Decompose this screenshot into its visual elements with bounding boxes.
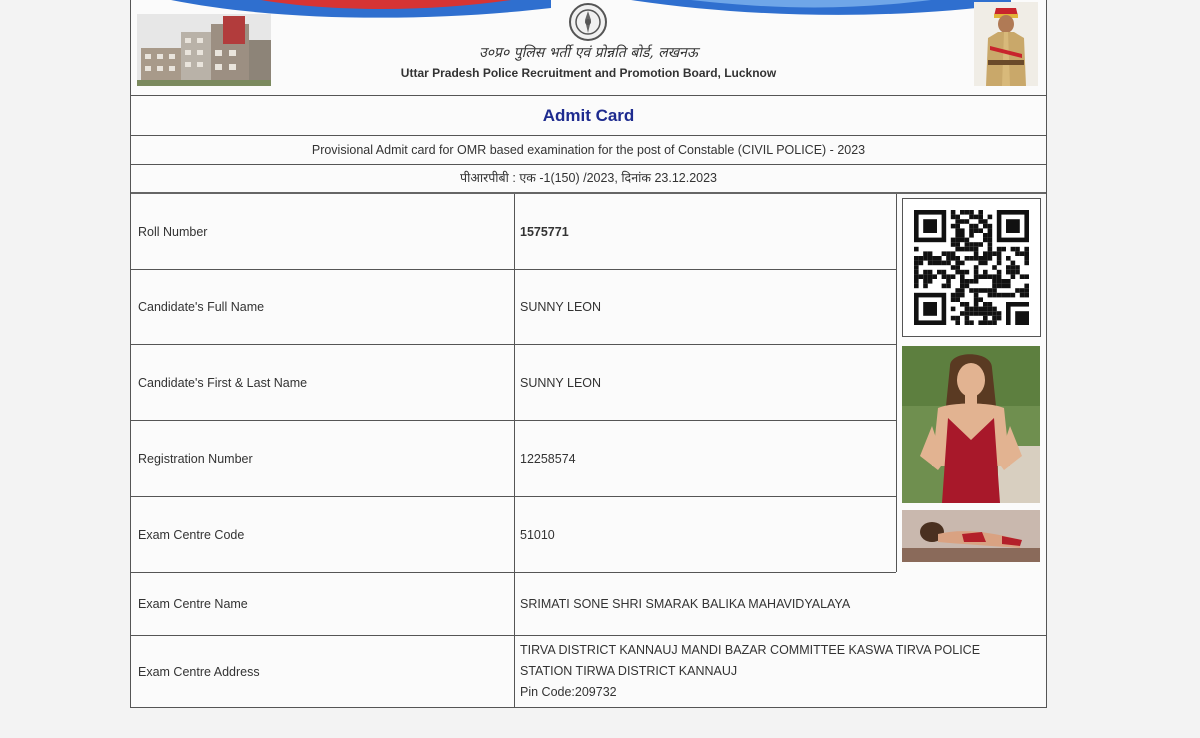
first-last-name-label: Candidate's First & Last Name xyxy=(131,345,515,420)
card-header xyxy=(131,0,1046,96)
police-officer-image xyxy=(974,2,1038,86)
exam-centre-address-label: Exam Centre Address xyxy=(131,636,515,707)
table-row xyxy=(131,194,896,270)
exam-centre-name-value: SRIMATI SONE SHRI SMARAK BALIKA MAHAVIDYALAYA xyxy=(520,597,851,611)
exam-centre-address-value xyxy=(515,636,980,707)
police-emblem-icon xyxy=(568,2,608,42)
qr-code-box xyxy=(902,198,1041,337)
full-name-label: Candidate's Full Name xyxy=(131,270,515,344)
photo-panel xyxy=(896,194,1046,572)
roll-number-label: Roll Number xyxy=(131,194,515,269)
exam-centre-name-label: Exam Centre Name xyxy=(131,573,515,635)
admit-card-title-row xyxy=(131,96,1046,136)
exam-centre-code-value: 51010 xyxy=(520,527,555,542)
table-row xyxy=(131,345,896,421)
table-row xyxy=(131,573,1046,636)
table-row xyxy=(131,497,896,573)
exam-description: Provisional Admit card for OMR based examination for the post of Constable (CIVIL POLICE) - 2023 xyxy=(131,136,1046,165)
address-line: STATION TIRWA DISTRICT KANNAUJ xyxy=(520,664,738,678)
qr-code-icon xyxy=(914,210,1029,325)
board-name-hindi: उ०प्र० पुलिस भर्ती एवं प्रोन्नति बोर्ड, लखनऊ xyxy=(479,45,698,61)
first-last-name-value: SUNNY LEON xyxy=(520,375,602,390)
exam-centre-code-label: Exam Centre Code xyxy=(131,497,515,572)
table-row xyxy=(131,270,896,345)
full-name-value: SUNNY LEON xyxy=(520,300,602,314)
registration-number-label: Registration Number xyxy=(131,421,515,496)
pin-code: Pin Code:209732 xyxy=(520,685,617,699)
table-row xyxy=(131,636,1046,707)
address-line: TIRVA DISTRICT KANNAUJ MANDI BAZAR COMMITTEE KASWA TIRVA POLICE xyxy=(520,643,981,657)
admit-card-title: Admit Card xyxy=(542,106,635,125)
candidate-photo xyxy=(902,346,1040,503)
roll-number-value: 1575771 xyxy=(520,224,569,239)
board-name-english: Uttar Pradesh Police Recruitment and Promotion Board, Lucknow xyxy=(400,66,777,80)
registration-number-value: 12258574 xyxy=(520,451,576,466)
admit-card xyxy=(130,0,1047,708)
candidate-signature-image xyxy=(902,510,1040,562)
reference-line: पीआरपीबी : एक -1(150) /2023, दिनांक 23.12.2023 xyxy=(131,165,1046,194)
table-row xyxy=(131,421,896,497)
